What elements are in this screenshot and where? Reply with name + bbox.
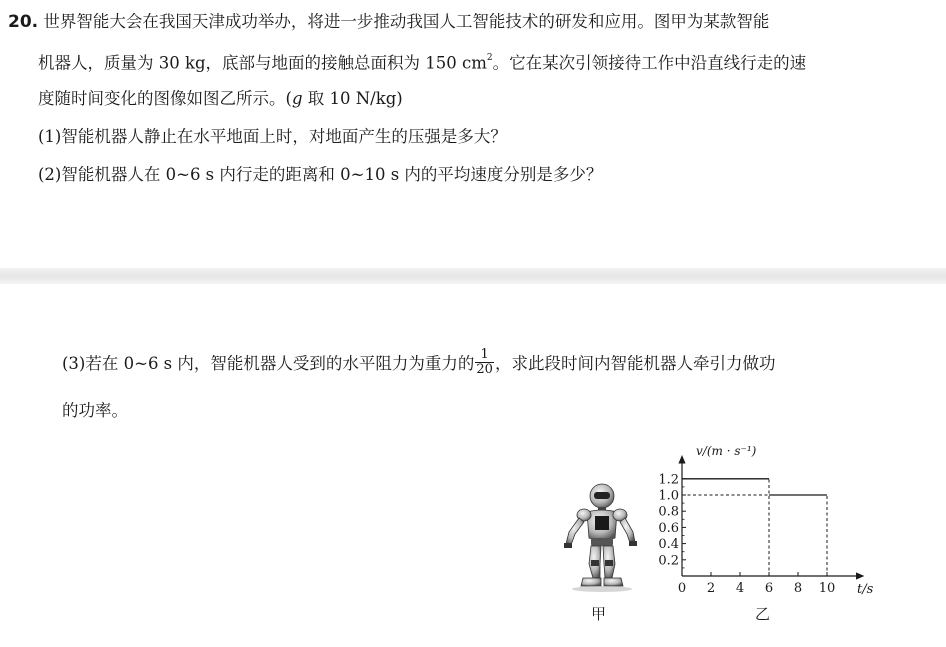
x-axis-label: t/s <box>857 582 874 597</box>
y-tick-label: 0.2 <box>658 553 679 569</box>
part-3-text-a: (3)若在 0~6 s 内，智能机器人受到的水平阻力为重力的 <box>62 354 475 373</box>
x-tick-label: 6 <box>764 581 774 596</box>
part-3 <box>62 347 775 381</box>
unit-superscript: 2 <box>486 53 493 63</box>
x-tick-label: 10 <box>818 581 836 596</box>
question-line-2 <box>38 49 806 75</box>
question-text-2b: 。它在某次引领接待工作中沿直线行走的速 <box>492 53 807 73</box>
x-tick-label: 0 <box>677 581 687 596</box>
y-tick-label: 1.0 <box>658 488 679 504</box>
page-divider <box>0 268 946 284</box>
velocity-time-graph <box>640 436 890 602</box>
graph-caption: 乙 <box>755 605 771 623</box>
symbol-g: g <box>291 89 303 108</box>
x-tick-label: 8 <box>793 581 803 596</box>
x-tick-label: 2 <box>706 581 716 596</box>
question-line-1 <box>8 11 769 33</box>
question-text-3b: 取 10 N/kg) <box>302 89 403 108</box>
part-1: (1)智能机器人静止在水平地面上时，对地面产生的压强是多大？ <box>38 127 507 146</box>
part-2: (2)智能机器人在 0~6 s 内行走的距离和 0~10 s 内的平均速度分别是多少？ <box>38 165 603 184</box>
y-tick-label: 0.6 <box>658 520 679 536</box>
fraction-denominator: 20 <box>476 362 493 377</box>
y-axis-label: v/(m · s⁻¹) <box>696 444 757 458</box>
question-line-3 <box>38 88 403 110</box>
robot-caption: 甲 <box>591 605 607 623</box>
part-3-line-2: 的功率。 <box>62 401 128 420</box>
question-text-3a: 度随时间变化的图像如图乙所示。( <box>38 89 292 108</box>
part-3-text-b: ，求此段时间内智能机器人牵引力做功 <box>494 354 776 373</box>
fraction <box>475 348 494 377</box>
y-tick-label: 1.2 <box>658 472 679 488</box>
x-tick-label: 4 <box>735 581 745 596</box>
question-number: 20. <box>8 12 39 32</box>
y-tick-label: 0.8 <box>658 504 679 520</box>
robot-illustration <box>555 482 645 594</box>
question-text-2a: 机器人，质量为 30 kg，底部与地面的接触总面积为 150 cm <box>38 53 487 73</box>
y-tick-label: 0.4 <box>658 537 679 553</box>
question-text-1: 世界智能大会在我国天津成功举办，将进一步推动我国人工智能技术的研发和应用。图甲为某款智能 <box>43 12 770 31</box>
fraction-numerator: 1 <box>475 348 494 363</box>
